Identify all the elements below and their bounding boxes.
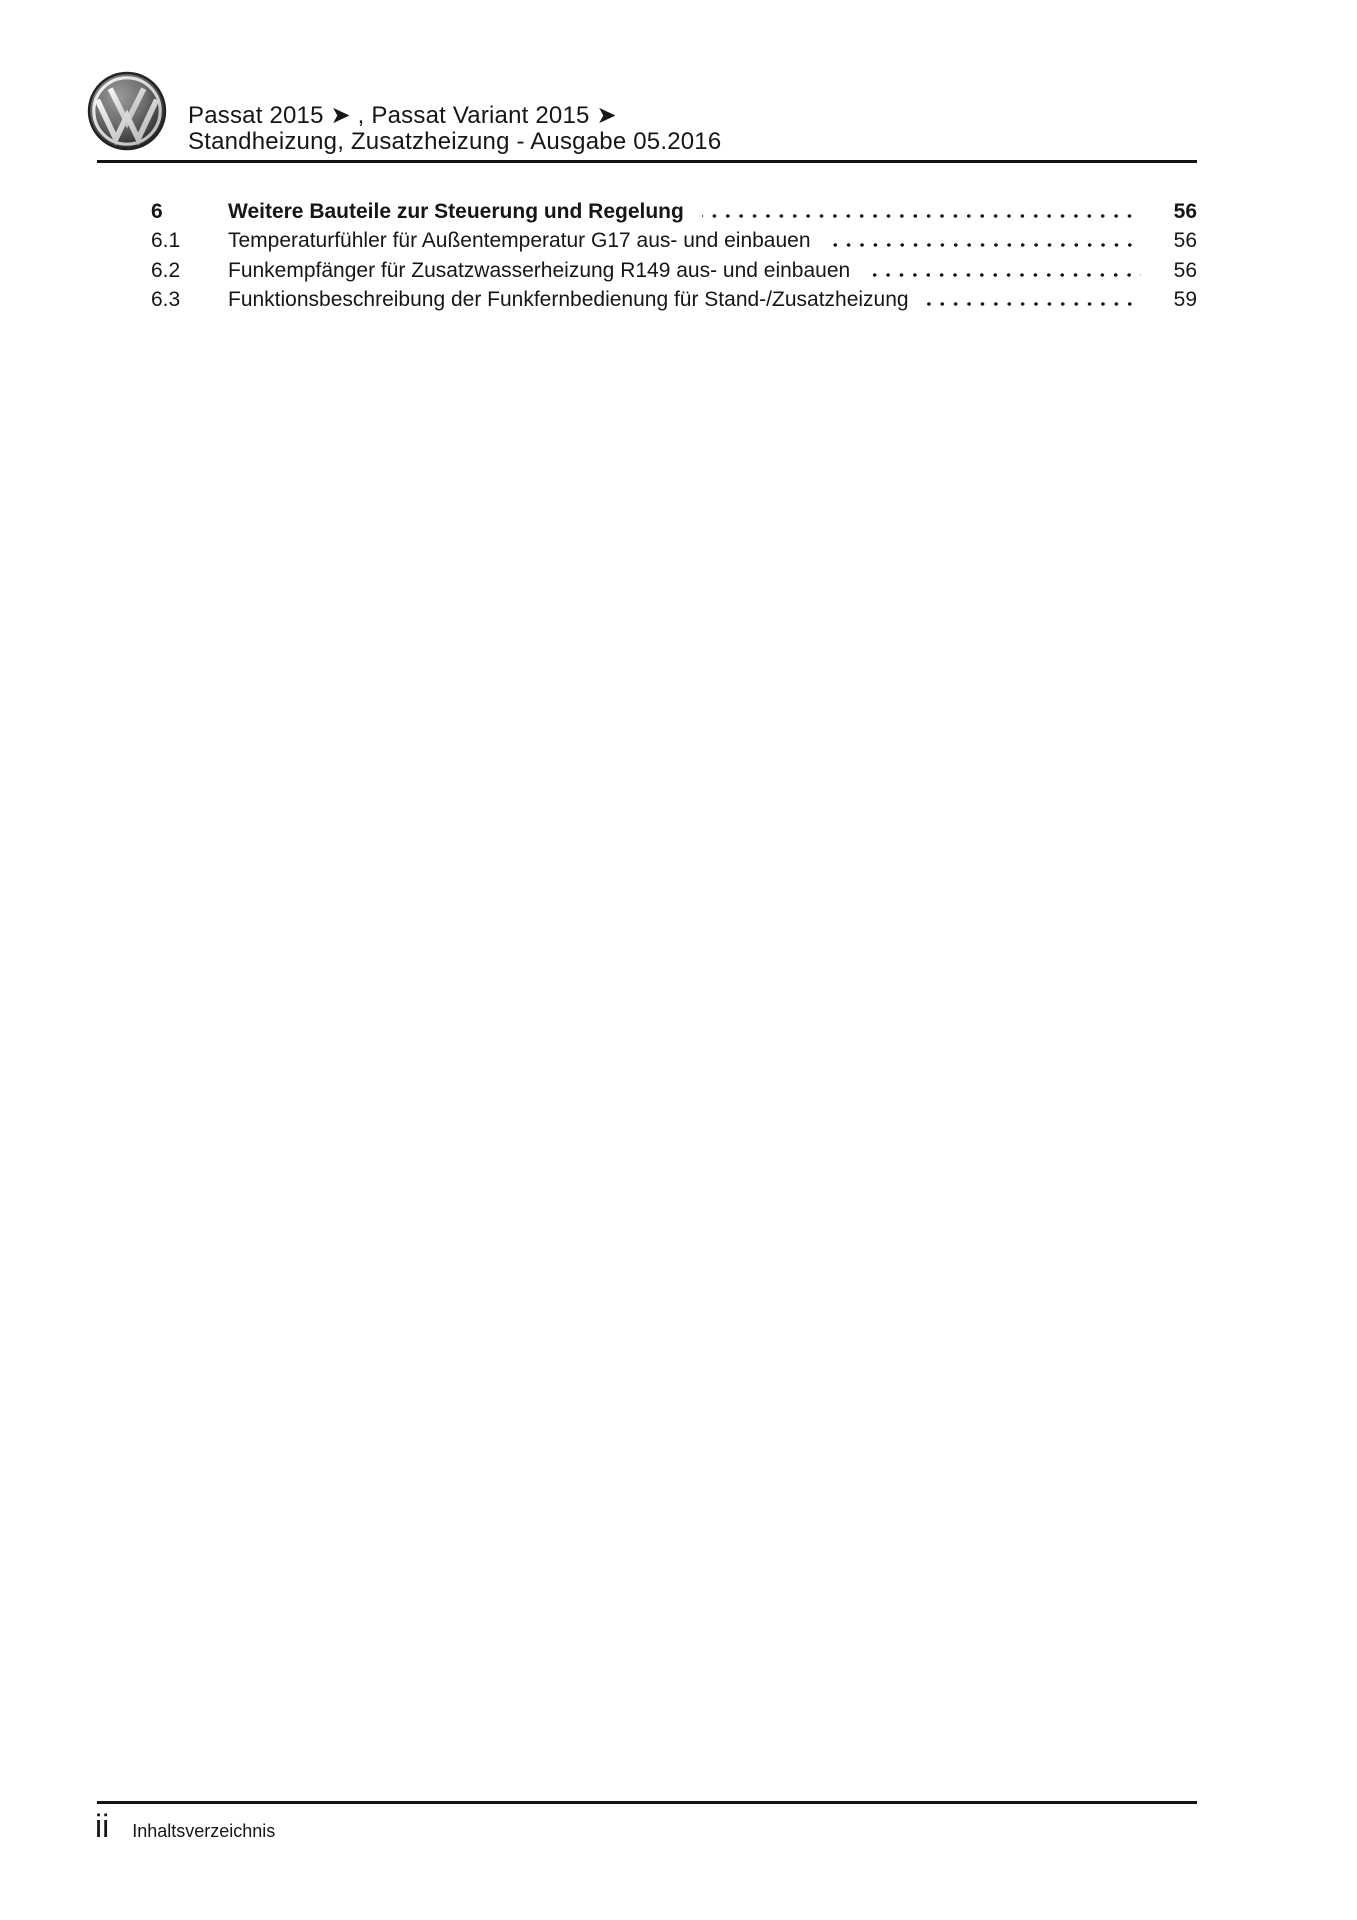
toc-entry-title: Weitere Bauteile zur Steuerung und Regelung bbox=[228, 200, 684, 223]
vw-logo-icon bbox=[87, 71, 167, 151]
toc-entry-page: 56 bbox=[1173, 200, 1197, 223]
toc-entry-title: Temperaturfühler für Außentemperatur G17 aus- und einbauen bbox=[228, 229, 811, 253]
footer bbox=[95, 1808, 275, 1844]
header-models-line: Passat 2015 ➤ , Passat Variant 2015 ➤ bbox=[188, 102, 617, 129]
dot-leader bbox=[868, 273, 1141, 277]
toc-entry-page: 56 bbox=[1173, 229, 1197, 253]
footer-rule bbox=[97, 1801, 1197, 1804]
header-rule bbox=[97, 160, 1197, 163]
header-title-line: Standheizung, Zusatzheizung - Ausgabe 05.2016 bbox=[188, 128, 722, 155]
page-number-roman: ii bbox=[95, 1808, 110, 1844]
toc-entry-page: 59 bbox=[1173, 288, 1197, 312]
toc-entry bbox=[97, 197, 1197, 226]
header bbox=[188, 103, 721, 155]
toc-entry-page: 56 bbox=[1173, 258, 1197, 282]
dot-leader bbox=[927, 302, 1141, 306]
toc-entry-title: Funkempfänger für Zusatzwasserheizung R149 aus- und einbauen bbox=[228, 258, 851, 282]
toc-entry-number: 6.1 bbox=[151, 229, 181, 253]
dot-leader bbox=[702, 214, 1141, 218]
toc-entry-number: 6.2 bbox=[151, 258, 181, 282]
toc-entry bbox=[97, 226, 1197, 255]
table-of-contents bbox=[97, 197, 1197, 315]
footer-section-label: Inhaltsverzeichnis bbox=[132, 1821, 276, 1841]
toc-entry-title: Funktionsbeschreibung der Funkfernbedienung für Stand-/Zusatzheizung bbox=[228, 288, 909, 312]
toc-entry-number: 6.3 bbox=[151, 288, 181, 312]
dot-leader bbox=[829, 243, 1141, 247]
toc-entry bbox=[97, 256, 1197, 285]
toc-entry bbox=[97, 285, 1197, 314]
toc-entry-number: 6 bbox=[151, 200, 163, 223]
